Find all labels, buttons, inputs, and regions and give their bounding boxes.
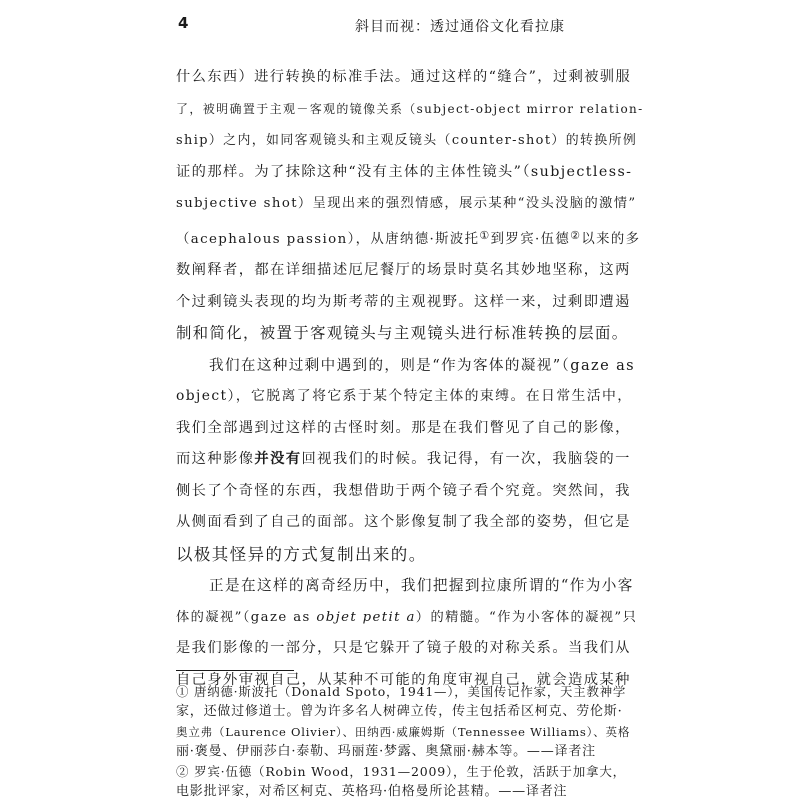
text-run: 而这种影像 — [176, 451, 255, 467]
text-run: 体的凝视”（gaze as — [176, 609, 317, 625]
footnote-line: 丽·褒曼、伊丽莎白·泰勒、玛丽莲·梦露、奥黛丽·赫本等。——译者注 — [176, 744, 596, 759]
footnote-divider — [176, 670, 294, 671]
page-number: 4 — [178, 14, 189, 32]
text-line: ship）之内，如同客观镜头和主观反镜头（counter-shot）的转换所例 — [176, 133, 638, 148]
text-run: （acephalous passion），从唐纳德·斯波托 — [176, 231, 480, 247]
text-line: 个过剩镜头表现的均为斯考蒂的主观视野。这样一来，过剩即遭遏 — [176, 293, 631, 310]
footnote-line: 电影批评家，对希区柯克、英格玛·伯格曼所论甚精。——译者注 — [176, 784, 568, 799]
emphasis-text: 并没有 — [254, 451, 302, 467]
text-run: 回视我们的时候。我记得，有一次，我脑袋的一 — [301, 451, 631, 467]
text-line: 了，被明确置于主观－客观的镜像关系（subject-object mirror relation- — [176, 101, 644, 116]
page-header — [0, 10, 800, 40]
text-run: ）的精髓。“作为小客体的凝视”只 — [415, 609, 638, 625]
footnote-2 — [176, 762, 628, 802]
text-line: 以极其怪异的方式复制出来的。 — [176, 544, 427, 564]
running-title: 斜目而视：透过通俗文化看拉康 — [355, 19, 565, 35]
text-line: subjective shot）呈现出来的强烈情感，展示某种“没头没脑的激情” — [176, 196, 637, 211]
text-line: 制和简化，被置于客观镜头与主观镜头进行标准转换的层面。 — [176, 324, 629, 342]
footnote-line: 奥立弗（Laurence Olivier）、田纳西·威廉姆斯（Tennessee Williams）、英格 — [176, 725, 631, 739]
text-run: 到罗宾·伍德 — [490, 231, 571, 247]
footnotes — [176, 682, 631, 802]
footnote-line: 家，还做过修道士。曾为许多名人树碑立传，传主包括希区柯克、劳伦斯· — [176, 704, 623, 719]
text-line: 正是在这样的离奇经历中，我们把握到拉康所谓的“作为小客 — [209, 577, 634, 594]
text-line — [176, 602, 638, 634]
text-line: 证的那样。为了抹除这种“没有主体的主体性镜头”（subjectless- — [176, 163, 633, 180]
paragraph-2 — [176, 350, 636, 571]
text-line: 从侧面看到了自己的面部。这个影像复制了我全部的姿势，但它是 — [176, 514, 631, 530]
paragraph-3 — [176, 570, 638, 696]
text-run: 以来的多 — [581, 231, 641, 247]
footnote-marker-1[interactable]: ① — [479, 228, 491, 242]
text-line: 是我们影像的一部分，只是它躲开了镜子般的对称关系。当我们从 — [176, 640, 631, 656]
italic-term: objet petit a — [316, 609, 416, 625]
text-line: object），它脱离了将它系于某个特定主体的束缚。在日常生活中， — [176, 388, 633, 404]
body-text — [176, 62, 644, 696]
text-line — [176, 220, 641, 256]
text-line: 数阐释者，都在详细描述厄尼餐厅的场景时莫名其妙地坚称，这两 — [176, 262, 631, 278]
footnote-1 — [176, 682, 631, 762]
text-line: 我们全部遇到过这样的古怪时刻。那是在我们瞥见了自己的影像， — [176, 419, 631, 436]
text-line: 我们在这种过剩中遇到的，则是“作为客体的凝视”（gaze as — [209, 356, 636, 374]
text-line — [176, 444, 631, 476]
footnote-line: ① 唐纳德·斯波托（Donald Spoto，1941—），美国传记作家，天主教神学 — [176, 684, 627, 699]
footnote-marker-2[interactable]: ② — [570, 228, 582, 242]
footnote-line: ② 罗宾·伍德（Robin Wood，1931—2009），生于伦敦，活跃于加拿大， — [176, 764, 626, 779]
paragraph-1 — [176, 62, 644, 350]
text-line: 侧长了个奇怪的东西，我想借助于两个镜子看个究竟。突然间，我 — [176, 482, 631, 499]
text-line: 什么东西）进行转换的标准手法。通过这样的“缝合”，过剩被驯服 — [176, 69, 632, 85]
text-line: 自己身外审视自己，从某种不可能的角度审视自己，就会造成某种 — [176, 671, 631, 688]
